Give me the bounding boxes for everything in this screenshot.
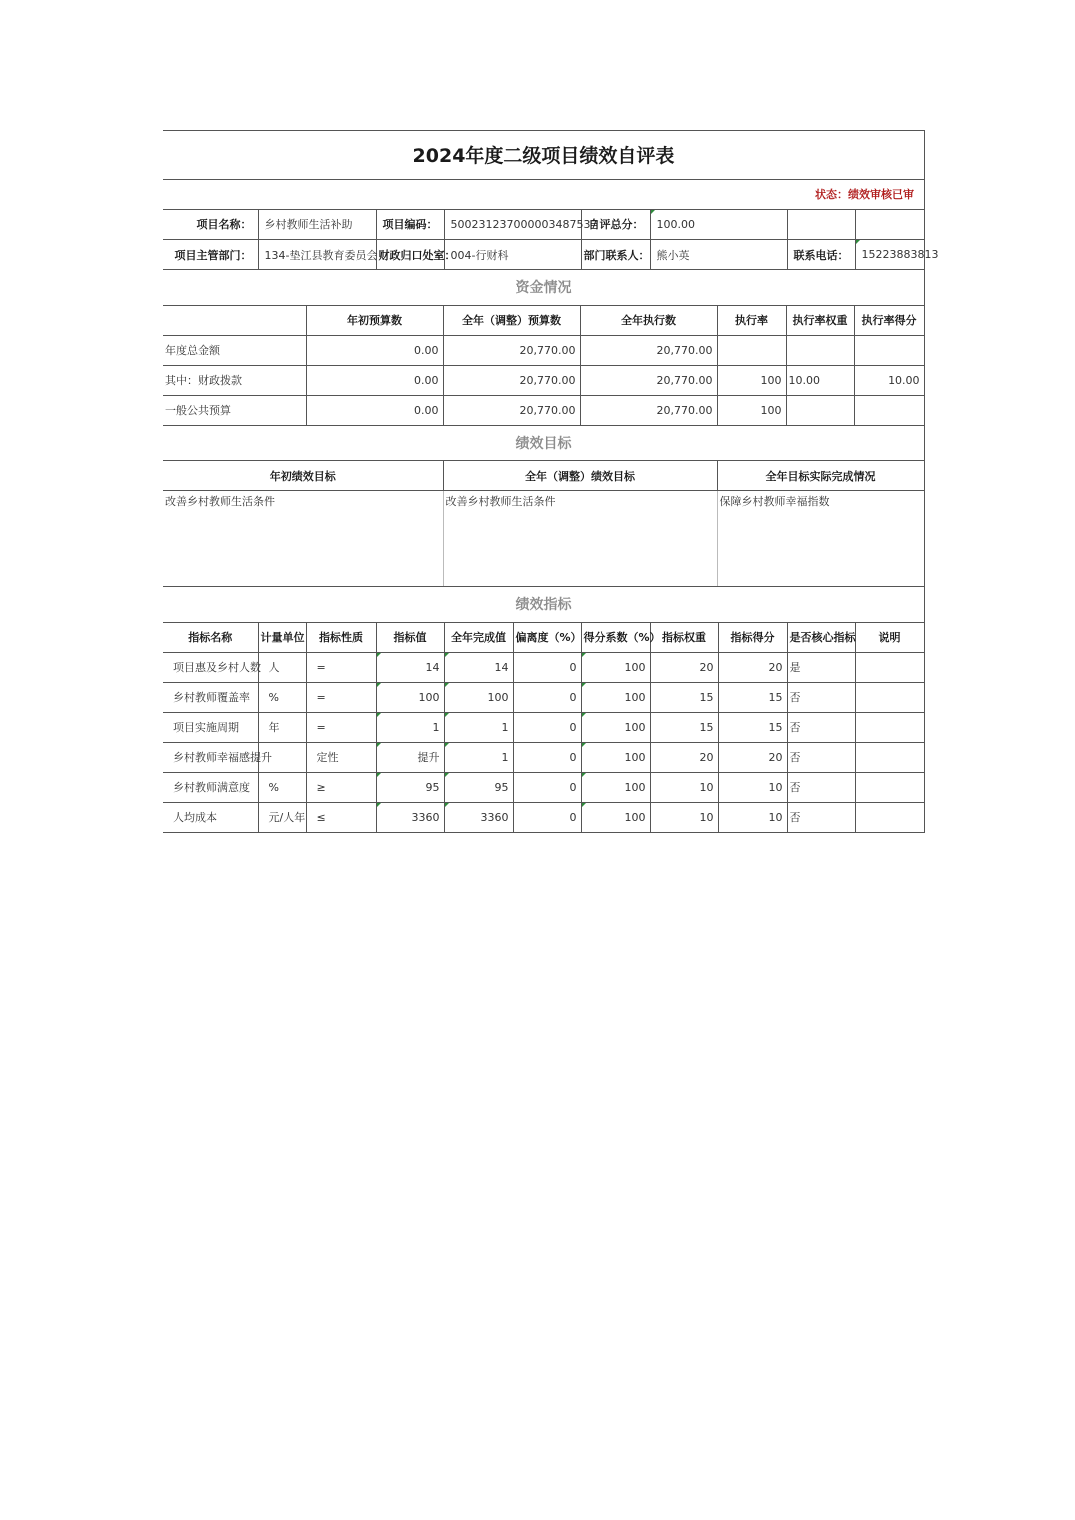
funds-header-blank (163, 305, 306, 335)
indicator-score: 15 (718, 682, 787, 712)
self-evaluation-sheet (163, 130, 939, 833)
funds-weight (786, 395, 854, 425)
indicator-kind: = (306, 712, 376, 742)
page-title: 2024年度二级项目绩效自评表 (163, 131, 924, 179)
finance-value: 004-行财科 (444, 240, 581, 270)
indicator-weight: 10 (650, 802, 718, 832)
initial-goal: 改善乡村教师生活条件 (163, 491, 443, 587)
indicator-header: 指标性质 (306, 622, 376, 652)
self-score-value: 100.00 (650, 210, 787, 240)
funds-section-title: 资金情况 (163, 270, 924, 305)
indicator-unit: % (258, 682, 306, 712)
indicator-core: 是 (787, 652, 855, 682)
funds-header: 执行率得分 (854, 305, 924, 335)
indicator-header: 说明 (855, 622, 924, 652)
indicator-actual: 14 (444, 652, 513, 682)
indicator-weight: 20 (650, 652, 718, 682)
indicator-name: 项目惠及乡村人数 (163, 652, 258, 682)
indicator-weight: 15 (650, 712, 718, 742)
indicator-core: 否 (787, 682, 855, 712)
indicator-target: 1 (376, 712, 444, 742)
phone-value: 15223883813 (855, 240, 924, 270)
indicator-coefficient: 100 (581, 682, 650, 712)
funds-executed: 20,770.00 (580, 365, 717, 395)
indicator-coefficient: 100 (581, 772, 650, 802)
goals-header: 全年目标实际完成情况 (717, 461, 924, 491)
indicator-name: 乡村教师满意度 (163, 772, 258, 802)
indicator-name: 人均成本 (163, 802, 258, 832)
indicator-kind: = (306, 652, 376, 682)
header-table (163, 131, 924, 210)
indicator-header: 指标名称 (163, 622, 258, 652)
indicator-header: 指标值 (376, 622, 444, 652)
indicator-kind: ≤ (306, 802, 376, 832)
project-name-label: 项目名称： (163, 210, 258, 240)
funds-row-name: 年度总金额 (163, 335, 306, 365)
funds-initial: 0.00 (306, 335, 443, 365)
contact-value: 熊小英 (650, 240, 787, 270)
goals-table (163, 426, 925, 588)
actual-completion: 保障乡村教师幸福指数 (717, 491, 924, 587)
adjusted-goal: 改善乡村教师生活条件 (443, 491, 717, 587)
indicator-score: 20 (718, 652, 787, 682)
table-row (163, 712, 924, 742)
funds-weight (786, 335, 854, 365)
indicator-weight: 20 (650, 742, 718, 772)
funds-initial: 0.00 (306, 365, 443, 395)
indicator-header: 指标得分 (718, 622, 787, 652)
status-badge: 状态：绩效审核已审 (163, 179, 924, 209)
funds-score (854, 395, 924, 425)
indicator-deviation: 0 (513, 772, 581, 802)
indicator-note (855, 742, 924, 772)
funds-header: 执行率权重 (786, 305, 854, 335)
funds-header: 全年执行数 (580, 305, 717, 335)
indicator-header: 计量单位 (258, 622, 306, 652)
indicator-header: 全年完成值 (444, 622, 513, 652)
funds-header: 年初预算数 (306, 305, 443, 335)
indicators-section-title: 绩效指标 (163, 587, 924, 622)
indicator-deviation: 0 (513, 712, 581, 742)
indicator-coefficient: 100 (581, 742, 650, 772)
dept-label: 项目主管部门： (163, 240, 258, 270)
indicator-header: 指标权重 (650, 622, 718, 652)
indicator-kind: ≥ (306, 772, 376, 802)
funds-initial: 0.00 (306, 395, 443, 425)
indicator-header: 得分系数（%） (581, 622, 650, 652)
goals-header: 年初绩效目标 (163, 461, 443, 491)
self-score-label: 自评总分： (581, 210, 650, 240)
contact-label: 部门联系人： (581, 240, 650, 270)
indicator-header: 是否核心指标 (787, 622, 855, 652)
indicator-note (855, 712, 924, 742)
goals-section-title: 绩效目标 (163, 426, 924, 461)
funds-row-name: 其中：财政拨款 (163, 365, 306, 395)
table-row (163, 652, 924, 682)
table-row (163, 772, 924, 802)
indicator-coefficient: 100 (581, 712, 650, 742)
indicator-deviation: 0 (513, 682, 581, 712)
indicator-target: 14 (376, 652, 444, 682)
indicator-name: 乡村教师覆盖率 (163, 682, 258, 712)
indicators-table (163, 587, 925, 833)
funds-executed: 20,770.00 (580, 335, 717, 365)
table-row (163, 365, 924, 395)
indicator-actual: 100 (444, 682, 513, 712)
indicator-core: 否 (787, 742, 855, 772)
indicator-unit: 元/人年 (258, 802, 306, 832)
indicator-note (855, 802, 924, 832)
funds-rate: 100 (717, 365, 786, 395)
table-row (163, 395, 924, 425)
indicator-core: 否 (787, 712, 855, 742)
indicator-kind: 定性 (306, 742, 376, 772)
indicator-score: 20 (718, 742, 787, 772)
indicator-coefficient: 100 (581, 652, 650, 682)
project-code-value: 500231237000003487537 (444, 210, 581, 240)
indicator-deviation: 0 (513, 802, 581, 832)
funds-row-name: 一般公共预算 (163, 395, 306, 425)
goals-header: 全年（调整）绩效目标 (443, 461, 717, 491)
funds-adjusted: 20,770.00 (443, 365, 580, 395)
indicator-deviation: 0 (513, 742, 581, 772)
indicator-actual: 1 (444, 712, 513, 742)
indicator-name: 乡村教师幸福感提升 (163, 742, 258, 772)
funds-adjusted: 20,770.00 (443, 335, 580, 365)
indicator-score: 10 (718, 802, 787, 832)
table-row (163, 682, 924, 712)
table-row (163, 335, 924, 365)
indicator-weight: 15 (650, 682, 718, 712)
finance-label: 财政归口处室： (376, 240, 444, 270)
funds-rate: 100 (717, 395, 786, 425)
funds-rate (717, 335, 786, 365)
funds-adjusted: 20,770.00 (443, 395, 580, 425)
empty-cell (855, 210, 924, 240)
funds-header: 全年（调整）预算数 (443, 305, 580, 335)
funds-executed: 20,770.00 (580, 395, 717, 425)
indicator-score: 15 (718, 712, 787, 742)
indicator-weight: 10 (650, 772, 718, 802)
funds-weight: 10.00 (786, 365, 854, 395)
funds-score: 10.00 (854, 365, 924, 395)
indicator-actual: 3360 (444, 802, 513, 832)
indicator-coefficient: 100 (581, 802, 650, 832)
indicator-unit: 年 (258, 712, 306, 742)
project-name-value: 乡村教师生活补助 (258, 210, 376, 240)
indicator-actual: 1 (444, 742, 513, 772)
indicator-target: 95 (376, 772, 444, 802)
indicator-target: 提升 (376, 742, 444, 772)
indicator-note (855, 772, 924, 802)
funds-table (163, 270, 925, 426)
info-table (163, 210, 939, 271)
phone-label: 联系电话： (787, 240, 855, 270)
empty-cell (787, 210, 855, 240)
indicator-note (855, 682, 924, 712)
indicator-score: 10 (718, 772, 787, 802)
table-row (163, 802, 924, 832)
funds-score (854, 335, 924, 365)
dept-value: 134-垫江县教育委员会 (258, 240, 376, 270)
table-row (163, 742, 924, 772)
funds-header: 执行率 (717, 305, 786, 335)
project-code-label: 项目编码： (376, 210, 444, 240)
indicator-name: 项目实施周期 (163, 712, 258, 742)
indicator-kind: = (306, 682, 376, 712)
indicator-deviation: 0 (513, 652, 581, 682)
indicator-core: 否 (787, 802, 855, 832)
indicator-unit: % (258, 772, 306, 802)
indicator-target: 100 (376, 682, 444, 712)
indicator-target: 3360 (376, 802, 444, 832)
indicator-actual: 95 (444, 772, 513, 802)
indicator-unit: 人 (258, 652, 306, 682)
indicator-core: 否 (787, 772, 855, 802)
indicator-note (855, 652, 924, 682)
indicator-header: 偏离度（%） (513, 622, 581, 652)
